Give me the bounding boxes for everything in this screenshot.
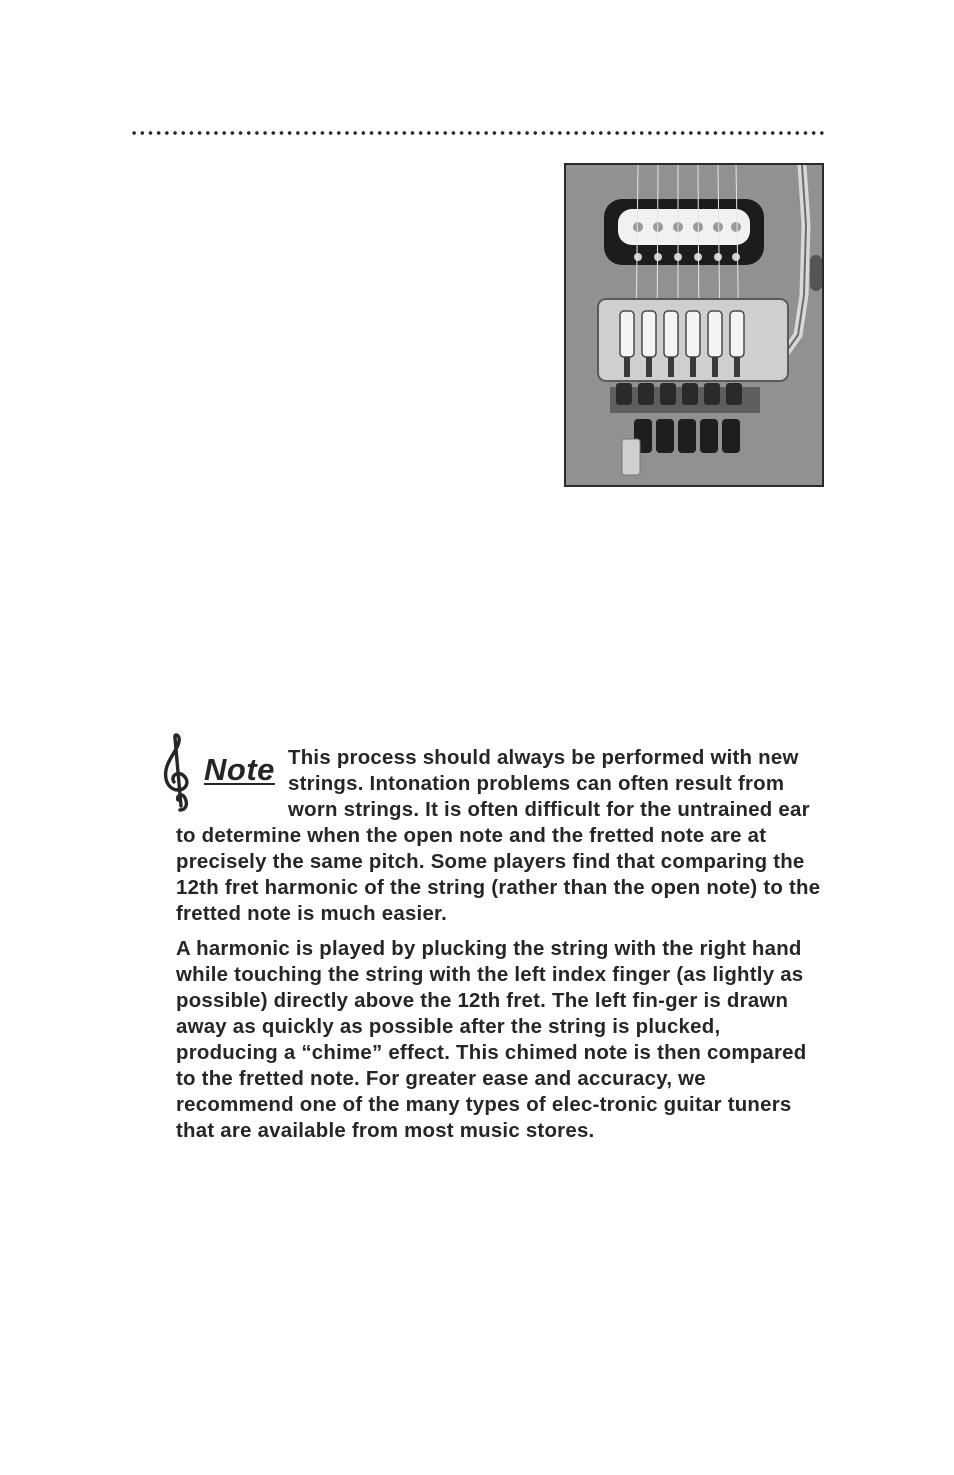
note-paragraph-1: This process should always be performed with new strings. Intonation problems can often result from worn strings. It is often difficult for the untrained ear to determine when the open note and the fretted note are at precisely the same pitch. Some players find that comparing the 12th fret harmonic of the string (rather than the open note) to the fretted note is much easier.	[176, 747, 821, 925]
guitar-bridge-illustration	[566, 165, 822, 485]
note-badge	[158, 730, 288, 812]
guitar-bridge-photo	[564, 163, 824, 487]
dotted-rule	[130, 130, 825, 136]
note-paragraph-2: A harmonic is played by plucking the string with the right hand while touching the string with the left index finger (as lightly as possible) directly above the 12th fret. The left fin-ger is drawn away as quickly as possible after the string is plucked, producing a “chime” effect. This chimed note is then compared to the fretted note. For greater ease and accuracy, we recommend one of the many types of elec-tronic guitar tuners that are available from most music stores.	[176, 938, 807, 1142]
note-callout	[176, 730, 826, 1144]
note-heading: Note	[204, 752, 275, 787]
treble-clef-icon	[158, 732, 198, 814]
